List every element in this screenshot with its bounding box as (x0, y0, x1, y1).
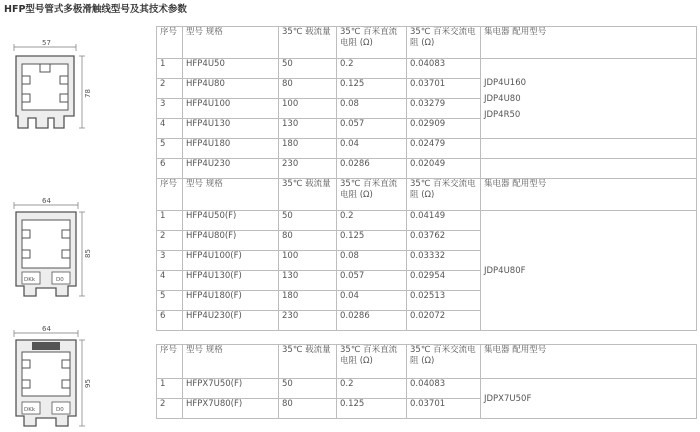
cell-current: 80 (279, 79, 337, 99)
cell-seq: 6 (157, 311, 183, 331)
cell-connector-empty (481, 159, 697, 179)
rail-profile-1-diagram (6, 38, 96, 138)
cell-model: HFP4U180 (183, 139, 279, 159)
header-current: 35℃ 载流量 (279, 345, 337, 379)
cell-seq: 1 (157, 59, 183, 79)
spec-table-3 (156, 344, 697, 419)
cell-connector-empty (481, 139, 697, 159)
cell-dc-resistance: 0.08 (337, 251, 407, 271)
cell-seq: 1 (157, 211, 183, 231)
profile-2-mark-left: DKk (24, 277, 36, 283)
spec-table-1 (156, 26, 697, 179)
cell-model: HFP4U80(F) (183, 231, 279, 251)
header-model: 型号 规格 (183, 27, 279, 59)
cell-current: 230 (279, 311, 337, 331)
cell-ac-resistance: 0.04149 (407, 211, 481, 231)
cell-dc-resistance: 0.057 (337, 119, 407, 139)
cell-model: HFP4U230(F) (183, 311, 279, 331)
cell-current: 50 (279, 59, 337, 79)
header-ac-resistance: 35℃ 百米交流电阻 (Ω) (407, 345, 481, 379)
profile-3-mark-left: DKk (24, 407, 36, 413)
cell-model: HFP4U180(F) (183, 291, 279, 311)
header-connector: 集电器 配用型号 (481, 179, 697, 211)
cell-ac-resistance: 0.02072 (407, 311, 481, 331)
header-seq: 序号 (157, 345, 183, 379)
header-dc-resistance: 35℃ 百米直流电阻 (Ω) (337, 179, 407, 211)
cell-ac-resistance: 0.03701 (407, 399, 481, 419)
cell-current: 230 (279, 159, 337, 179)
profile-2-height-label: 85 (84, 249, 92, 258)
table-row (157, 139, 697, 159)
table-row (157, 379, 697, 399)
cell-current: 100 (279, 99, 337, 119)
header-connector: 集电器 配用型号 (481, 27, 697, 59)
table-header-row (157, 27, 697, 59)
cell-ac-resistance: 0.02513 (407, 291, 481, 311)
cell-seq: 1 (157, 379, 183, 399)
connector-model: JDP4U80 (484, 93, 521, 104)
cell-seq: 3 (157, 251, 183, 271)
profile-1-height-label: 78 (84, 89, 92, 98)
cell-current: 80 (279, 399, 337, 419)
connector-model: JDPX7U50F (484, 393, 532, 404)
rail-profile-2-diagram (6, 196, 96, 300)
cell-dc-resistance: 0.125 (337, 399, 407, 419)
cell-model: HFPX7U50(F) (183, 379, 279, 399)
cell-ac-resistance: 0.02049 (407, 159, 481, 179)
page-title: HFP型号管式多极滑触线型号及其技术参数 (4, 4, 187, 15)
cell-dc-resistance: 0.0286 (337, 311, 407, 331)
cell-dc-resistance: 0.2 (337, 59, 407, 79)
header-model: 型号 规格 (183, 345, 279, 379)
cell-ac-resistance: 0.02479 (407, 139, 481, 159)
header-model: 型号 规格 (183, 179, 279, 211)
cell-seq: 5 (157, 139, 183, 159)
profile-1-width-label: 57 (42, 39, 51, 47)
table-row (157, 211, 697, 231)
cell-model: HFP4U230 (183, 159, 279, 179)
connector-model: JDP4U80F (484, 265, 526, 276)
cell-dc-resistance: 0.04 (337, 139, 407, 159)
cell-connector (481, 211, 697, 331)
profile-3-width-label: 64 (42, 325, 51, 333)
cell-current: 180 (279, 291, 337, 311)
table-header-row (157, 179, 697, 211)
header-dc-resistance: 35℃ 百米直流电阻 (Ω) (337, 345, 407, 379)
table-row (157, 59, 697, 79)
cell-dc-resistance: 0.125 (337, 79, 407, 99)
cell-current: 50 (279, 211, 337, 231)
table-header-row (157, 345, 697, 379)
rail-profile-3-diagram (6, 324, 96, 430)
cell-ac-resistance: 0.03279 (407, 99, 481, 119)
cell-ac-resistance: 0.03701 (407, 79, 481, 99)
cell-dc-resistance: 0.057 (337, 271, 407, 291)
cell-ac-resistance: 0.04083 (407, 59, 481, 79)
cell-dc-resistance: 0.0286 (337, 159, 407, 179)
cell-current: 180 (279, 139, 337, 159)
cell-seq: 2 (157, 231, 183, 251)
header-connector: 集电器 配用型号 (481, 345, 697, 379)
cell-seq: 4 (157, 271, 183, 291)
cell-dc-resistance: 0.125 (337, 231, 407, 251)
cell-seq: 3 (157, 99, 183, 119)
cell-seq: 6 (157, 159, 183, 179)
spec-table-2 (156, 178, 697, 331)
cell-model: HFP4U80 (183, 79, 279, 99)
cell-current: 130 (279, 271, 337, 291)
cell-seq: 4 (157, 119, 183, 139)
cell-seq: 5 (157, 291, 183, 311)
header-current: 35℃ 载流量 (279, 27, 337, 59)
cell-seq: 2 (157, 399, 183, 419)
profile-2-width-label: 64 (42, 197, 51, 205)
profile-3-mark-right: D0 (56, 407, 64, 413)
cell-ac-resistance: 0.04083 (407, 379, 481, 399)
cell-dc-resistance: 0.2 (337, 379, 407, 399)
cell-connector (481, 59, 697, 139)
cell-current: 50 (279, 379, 337, 399)
cell-current: 100 (279, 251, 337, 271)
profile-2-mark-right: D0 (56, 277, 64, 283)
cell-model: HFP4U130(F) (183, 271, 279, 291)
header-ac-resistance: 35℃ 百米交流电阻 (Ω) (407, 27, 481, 59)
cell-model: HFPX7U80(F) (183, 399, 279, 419)
header-seq: 序号 (157, 27, 183, 59)
connector-model: JDP4U160 (484, 77, 527, 88)
profile-3-height-label: 95 (84, 379, 92, 388)
cell-model: HFP4U130 (183, 119, 279, 139)
cell-ac-resistance: 0.03332 (407, 251, 481, 271)
cell-connector (481, 379, 697, 419)
cell-current: 80 (279, 231, 337, 251)
header-dc-resistance: 35℃ 百米直流电阻 (Ω) (337, 27, 407, 59)
header-seq: 序号 (157, 179, 183, 211)
cell-model: HFP4U50 (183, 59, 279, 79)
cell-dc-resistance: 0.08 (337, 99, 407, 119)
cell-ac-resistance: 0.03762 (407, 231, 481, 251)
cell-current: 130 (279, 119, 337, 139)
cell-model: HFP4U100 (183, 99, 279, 119)
cell-ac-resistance: 0.02909 (407, 119, 481, 139)
cell-dc-resistance: 0.2 (337, 211, 407, 231)
table-row (157, 159, 697, 179)
connector-model: JDP4R50 (484, 109, 521, 120)
cell-dc-resistance: 0.04 (337, 291, 407, 311)
cell-model: HFP4U50(F) (183, 211, 279, 231)
cell-ac-resistance: 0.02954 (407, 271, 481, 291)
cell-model: HFP4U100(F) (183, 251, 279, 271)
header-ac-resistance: 35℃ 百米交流电阻 (Ω) (407, 179, 481, 211)
cell-seq: 2 (157, 79, 183, 99)
header-current: 35℃ 载流量 (279, 179, 337, 211)
